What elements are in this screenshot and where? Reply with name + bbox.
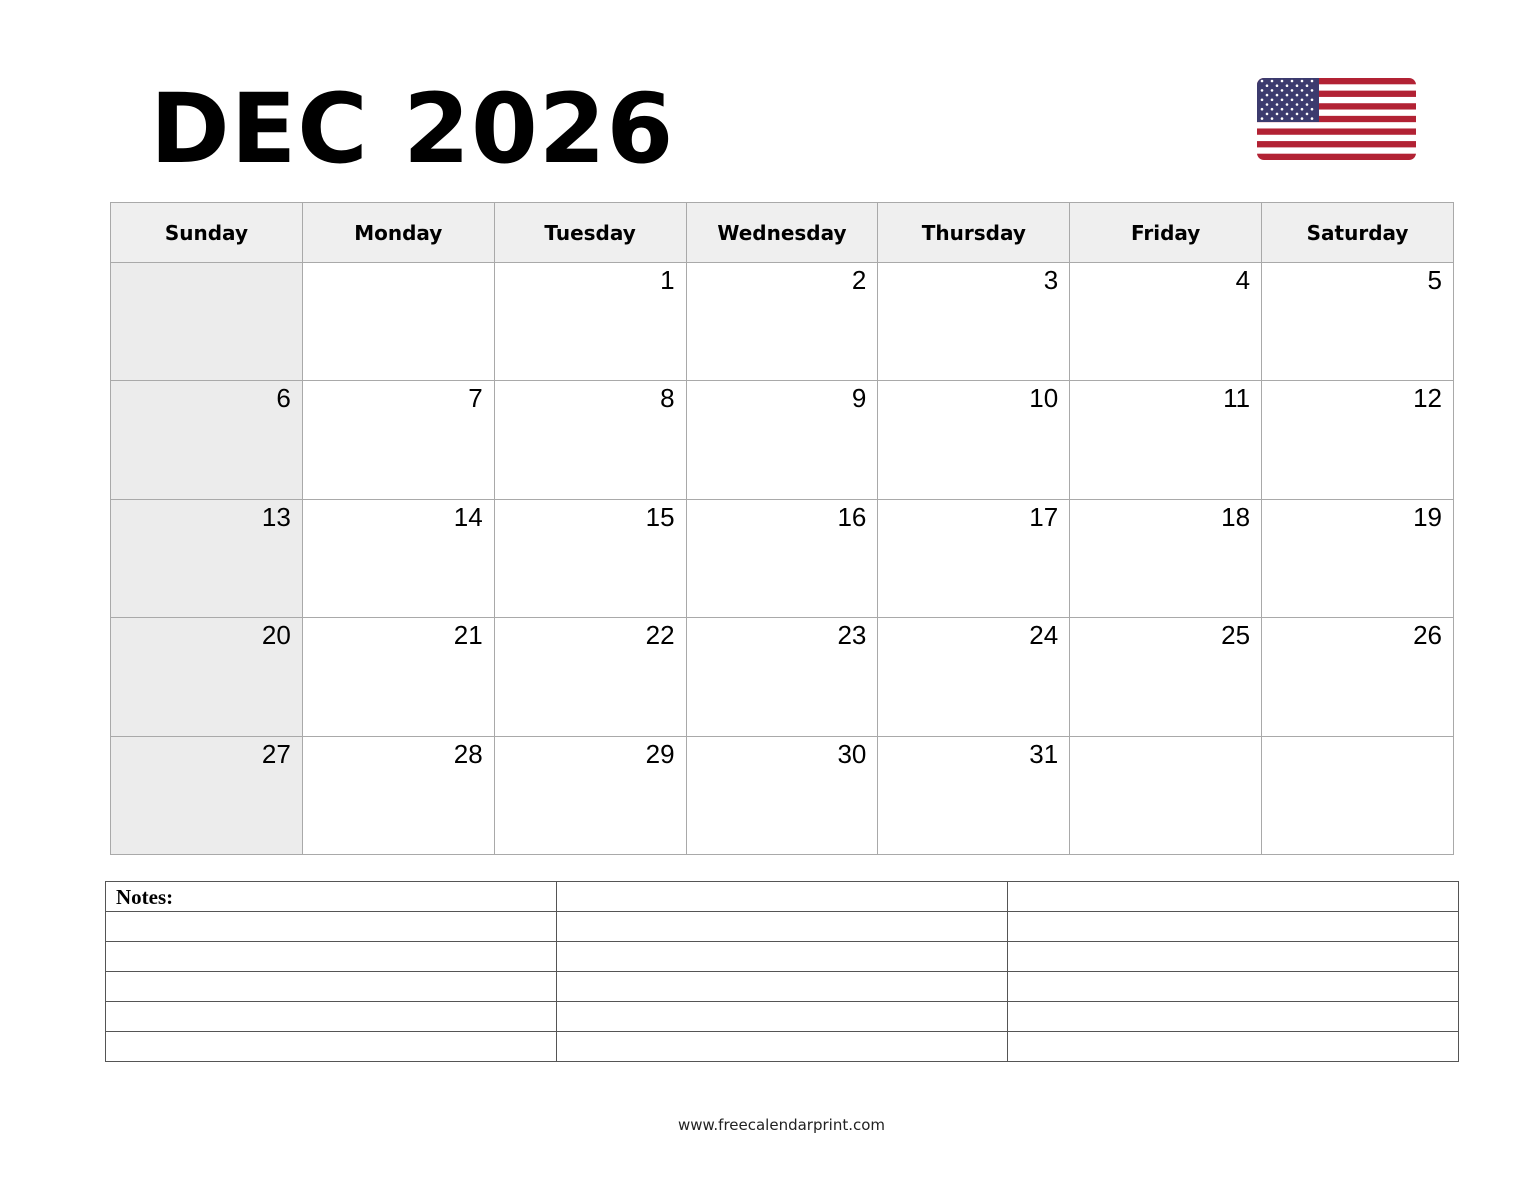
notes-cell (557, 942, 1008, 972)
day-cell (302, 263, 494, 381)
notes-cell (1008, 882, 1459, 912)
notes-row (106, 1032, 1459, 1062)
weekday-sunday: Sunday (111, 203, 303, 263)
day-cell (494, 381, 686, 499)
day-cell (1070, 618, 1262, 736)
day-cell (1070, 736, 1262, 854)
notes-table (105, 881, 1459, 1062)
day-cell (302, 736, 494, 854)
week-row (111, 736, 1454, 854)
day-number: 4 (1235, 265, 1251, 295)
notes-cell (1008, 942, 1459, 972)
day-number: 13 (261, 501, 291, 532)
day-number: 8 (660, 383, 675, 414)
day-number (111, 263, 302, 265)
notes-label: Notes: (116, 884, 174, 909)
notes-cell (557, 972, 1008, 1002)
day-cell (878, 736, 1070, 854)
day-cell (1262, 263, 1454, 381)
day-cell (686, 736, 878, 854)
day-cell (494, 499, 686, 617)
day-number: 20 (261, 620, 291, 651)
day-cell (686, 499, 878, 617)
day-cell (494, 736, 686, 854)
day-cell (686, 381, 878, 499)
day-number: 29 (645, 738, 675, 769)
notes-cell (557, 1032, 1008, 1062)
day-number (1262, 737, 1453, 739)
day-cell (1262, 499, 1454, 617)
day-cell (111, 618, 303, 736)
notes-cell (106, 972, 557, 1002)
notes-cell (106, 942, 557, 972)
week-row (111, 499, 1454, 617)
day-cell (878, 381, 1070, 499)
day-number: 2 (851, 265, 867, 295)
day-cell (111, 381, 303, 499)
notes-cell (557, 882, 1008, 912)
page-title: DEC 2026 (150, 73, 675, 185)
day-number: 25 (1221, 620, 1251, 651)
notes-row (106, 882, 1459, 912)
day-cell (686, 618, 878, 736)
day-cell (1262, 736, 1454, 854)
day-number: 18 (1221, 501, 1251, 532)
day-number: 31 (1029, 738, 1059, 769)
day-cell (111, 499, 303, 617)
week-row (111, 618, 1454, 736)
day-cell (494, 263, 686, 381)
notes-row (106, 942, 1459, 972)
day-number (1070, 737, 1261, 739)
footer-url: www.freecalendarprint.com (677, 1116, 886, 1134)
week-row (111, 381, 1454, 499)
weekday-wednesday: Wednesday (686, 203, 878, 263)
day-number: 17 (1029, 501, 1059, 532)
day-number: 14 (453, 501, 483, 532)
day-cell (1070, 499, 1262, 617)
day-cell (878, 499, 1070, 617)
day-number: 1 (660, 265, 675, 295)
day-number: 27 (261, 738, 291, 769)
day-cell (111, 263, 303, 381)
weekday-monday: Monday (302, 203, 494, 263)
day-number: 10 (1029, 383, 1059, 414)
day-number: 9 (851, 383, 867, 414)
day-number: 28 (453, 738, 483, 769)
day-number: 15 (645, 501, 675, 532)
day-cell (494, 618, 686, 736)
notes-row (106, 912, 1459, 942)
day-number: 11 (1223, 383, 1251, 414)
calendar-grid (110, 202, 1454, 855)
notes-cell (106, 882, 557, 912)
notes-cell (106, 1002, 557, 1032)
day-cell (686, 263, 878, 381)
notes-cell (1008, 1032, 1459, 1062)
day-number: 6 (276, 383, 291, 414)
day-number (303, 263, 494, 265)
weekday-saturday: Saturday (1262, 203, 1454, 263)
day-number: 26 (1413, 620, 1442, 651)
day-number: 21 (453, 620, 483, 651)
day-number: 22 (645, 620, 675, 651)
day-number: 5 (1427, 265, 1442, 295)
day-number: 16 (837, 501, 867, 532)
day-cell (1070, 263, 1262, 381)
day-cell (302, 381, 494, 499)
day-cell (302, 618, 494, 736)
weekday-thursday: Thursday (878, 203, 1070, 263)
notes-cell (1008, 1002, 1459, 1032)
day-cell (878, 618, 1070, 736)
notes-cell (1008, 972, 1459, 1002)
weekday-header-row (111, 203, 1454, 263)
notes-cell (1008, 912, 1459, 942)
week-row (111, 263, 1454, 381)
day-cell (111, 736, 303, 854)
day-cell (1070, 381, 1262, 499)
day-cell (1262, 381, 1454, 499)
notes-cell (106, 1032, 557, 1062)
day-number: 7 (468, 383, 483, 414)
day-cell (1262, 618, 1454, 736)
us-flag-icon (1257, 78, 1416, 160)
day-number: 12 (1413, 383, 1442, 414)
notes-cell (557, 1002, 1008, 1032)
notes-cell (557, 912, 1008, 942)
day-cell (878, 263, 1070, 381)
notes-row (106, 1002, 1459, 1032)
day-number: 24 (1029, 620, 1059, 651)
notes-row (106, 972, 1459, 1002)
day-number: 3 (1043, 265, 1059, 295)
day-cell (302, 499, 494, 617)
weekday-friday: Friday (1070, 203, 1262, 263)
notes-cell (106, 912, 557, 942)
weekday-tuesday: Tuesday (494, 203, 686, 263)
day-number: 19 (1413, 501, 1442, 532)
day-number: 23 (837, 620, 867, 651)
day-number: 30 (837, 738, 867, 769)
